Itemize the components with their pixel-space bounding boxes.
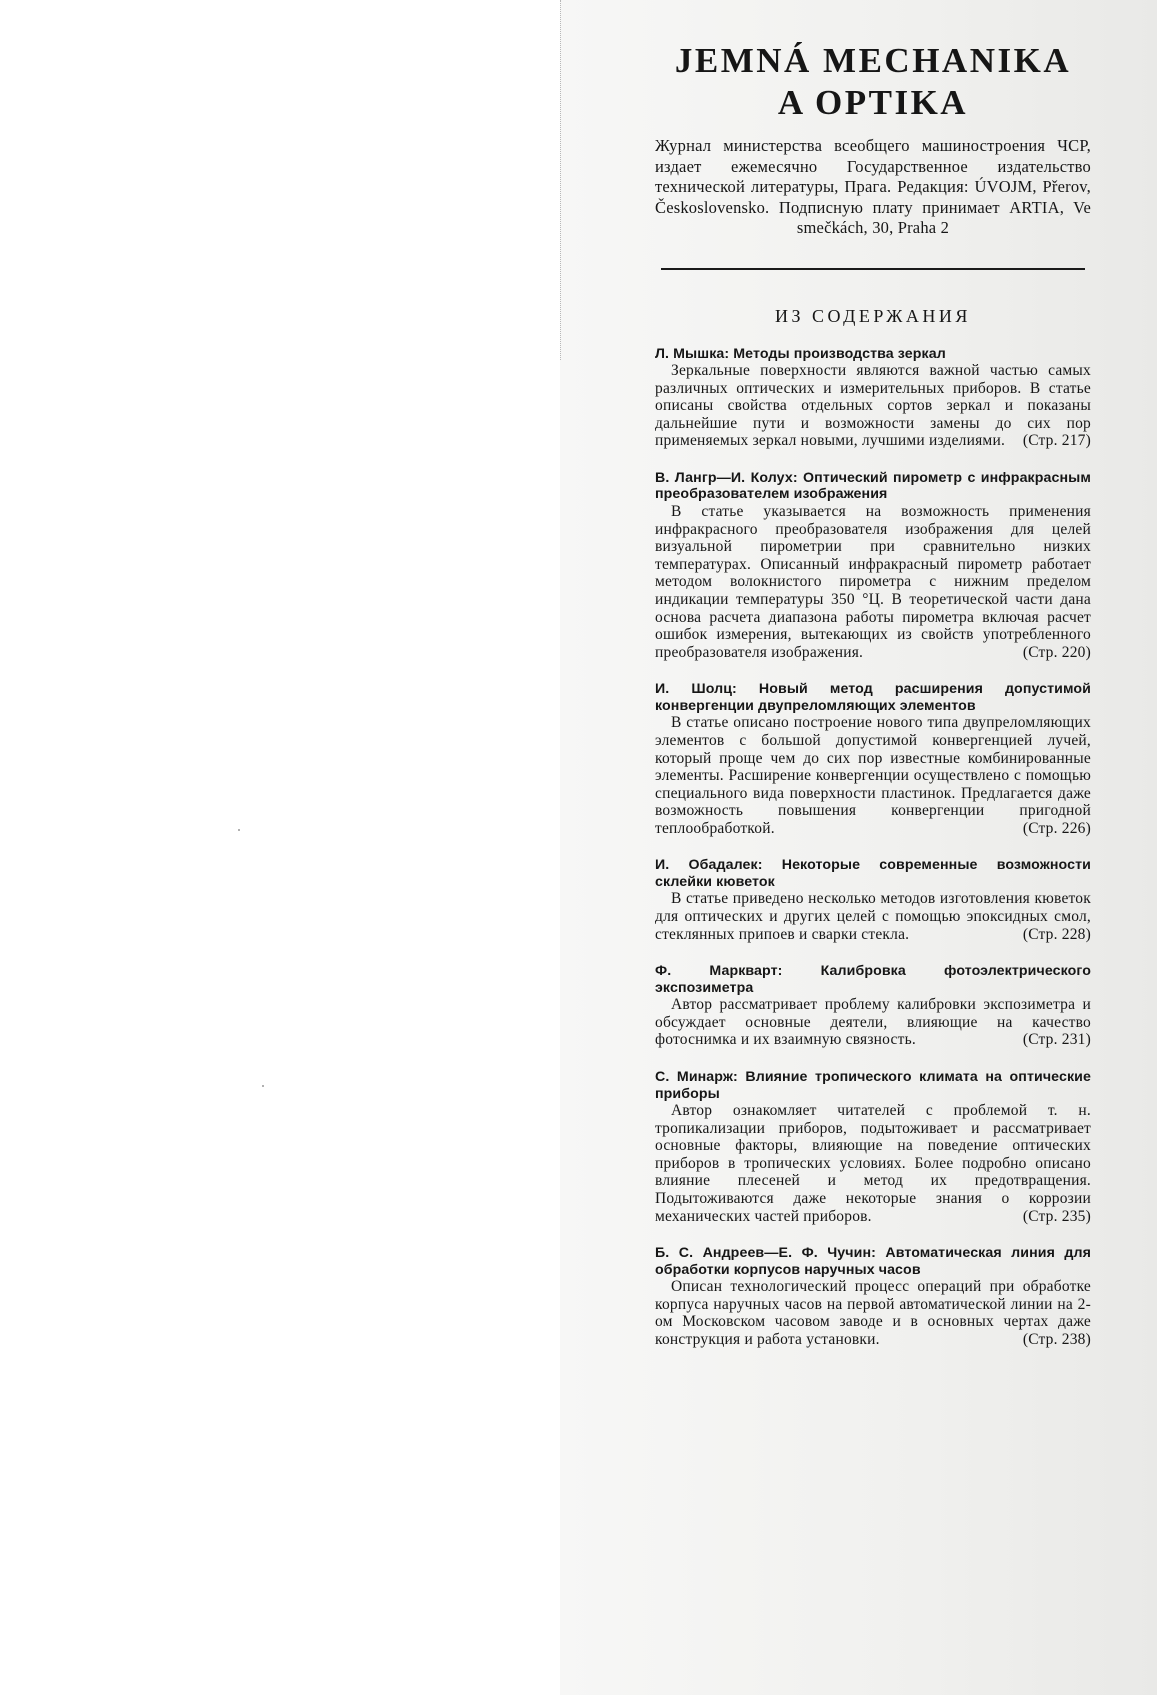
article-title: В. Лангр—И. Колух: Оптический пирометр с инфракрасным преобразователем изображения bbox=[655, 469, 1091, 503]
journal-publisher-info: Журнал министерства всеобщего машиностроения ЧСР, издает ежемесячно Государственное издательство технической литературы, Прага. Редакция: ÚVOJM, Přerov, Československo. Подписную плату принимает ARTIA, Ve smečkách, 30, Praha 2 bbox=[655, 136, 1091, 237]
abstract-text: Зеркальные поверхности являются важной частью самых различных оптических и измерительных приборов. В статье описаны свойства отдельных сортов зеркал и показаны дальнейшие пути и возможности замены до сих пор применяемых зеркал новыми, лучшими изделиями. bbox=[655, 362, 1091, 450]
page-reference: (Стр. 231) bbox=[1022, 1031, 1091, 1049]
article-title: С. Минарж: Влияние тропического климата на оптические приборы bbox=[655, 1069, 1091, 1102]
journal-title bbox=[655, 40, 1091, 124]
abstract-text: В статье приведено несколько методов изготовления кюветок для оптических и других целей с помощью эпоксидных смол, стеклянных припоев и сварки стекла. bbox=[655, 890, 1091, 943]
contents-entry bbox=[655, 681, 1091, 837]
contents-entry bbox=[655, 857, 1091, 943]
page-reference: (Стр. 235) bbox=[1022, 1207, 1091, 1225]
article-title: И. Обадалек: Некоторые современные возможности склейки кюветок bbox=[655, 857, 1091, 890]
contents-heading: ИЗ СОДЕРЖАНИЯ bbox=[775, 305, 971, 326]
page-reference: (Стр. 217) bbox=[1022, 432, 1091, 450]
page-reference: (Стр. 226) bbox=[1022, 819, 1091, 837]
article-title: Л. Мышка: Методы производства зеркал bbox=[655, 345, 946, 362]
contents-entry bbox=[655, 470, 1091, 661]
section-divider bbox=[661, 268, 1085, 270]
article-abstract bbox=[655, 503, 1091, 661]
contents-entry bbox=[655, 1069, 1091, 1225]
journal-title-line-2: A OPTIKA bbox=[777, 83, 969, 122]
contents-list bbox=[655, 346, 1091, 1349]
abstract-text: Автор ознакомляет читателей с проблемой т. н. тропикализации приборов, подытоживает и рассматривает основные факторы, влияющие на поведение оптических приборов в тропических условиях. Более подробно описано влияние плесеней и метод их предотвращения. Подытоживаются даже некоторые знания о коррозии механических частей приборов. bbox=[655, 1102, 1091, 1225]
article-abstract bbox=[655, 890, 1091, 943]
contents-entry bbox=[655, 963, 1091, 1049]
abstract-text: В статье описано построение нового типа двупреломляющих элементов с большой допустимой конвергенцией лучей, который проще чем до сих пор известные комбинированные элементы. Расширение конвергенции осуществлено с помощью специального вида поверхности пластинок. Предлагается даже возможность повышения конвергенции пригодной теплообработкой. bbox=[655, 714, 1091, 837]
article-title: Б. С. Андреев—Е. Ф. Чучин: Автоматическая линия для обработки корпусов наручных часов bbox=[655, 1245, 1091, 1278]
abstract-text: Автор рассматривает проблему калибровки экспозиметра и обсуждает основные деятели, влияющие на качество фотоснимка и их взаимную связность. bbox=[655, 996, 1091, 1049]
article-abstract bbox=[655, 362, 1091, 450]
article-abstract bbox=[655, 996, 1091, 1049]
page-reference: (Стр. 238) bbox=[1022, 1330, 1091, 1348]
article-abstract bbox=[655, 714, 1091, 837]
contents-entry bbox=[655, 346, 1091, 450]
page-reference: (Стр. 220) bbox=[1022, 643, 1091, 661]
journal-page-column bbox=[655, 40, 1091, 1369]
journal-title-line-1: JEMNÁ MECHANIKA bbox=[674, 41, 1072, 80]
paper-speck bbox=[238, 829, 240, 831]
abstract-text: Описан технологический процесс операций при обработке корпуса наручных часов на первой автоматической линии на 2-ом Московском часовом заводе и в основных чертах даже конструкция и работа установки. bbox=[655, 1278, 1091, 1348]
page-reference: (Стр. 228) bbox=[1022, 925, 1091, 943]
paper-speck bbox=[262, 1085, 264, 1087]
article-title: Ф. Маркварт: Калибровка фотоэлектрического экспозиметра bbox=[655, 963, 1091, 996]
contents-entry bbox=[655, 1245, 1091, 1348]
abstract-text: В статье указывается на возможность применения инфракрасного преобразователя изображения для целей визуальной пирометрии при сравнительно низких температурах. Описанный инфракрасный пирометр работает методом волокнистого пирометра с нижним пределом индикации температуры 350 °Ц. В теоретической части дана основа расчета диапазона работы пирометра включая расчет ошибок измерения, вытекающих из свойств употребленного преобразователя изображения. bbox=[655, 502, 1091, 661]
article-abstract bbox=[655, 1278, 1091, 1348]
article-title: И. Шолц: Новый метод расширения допустимой конвергенции двупреломляющих элементов bbox=[655, 681, 1091, 714]
page-edge-line bbox=[560, 0, 561, 360]
journal-masthead bbox=[655, 40, 1091, 239]
article-abstract bbox=[655, 1102, 1091, 1225]
